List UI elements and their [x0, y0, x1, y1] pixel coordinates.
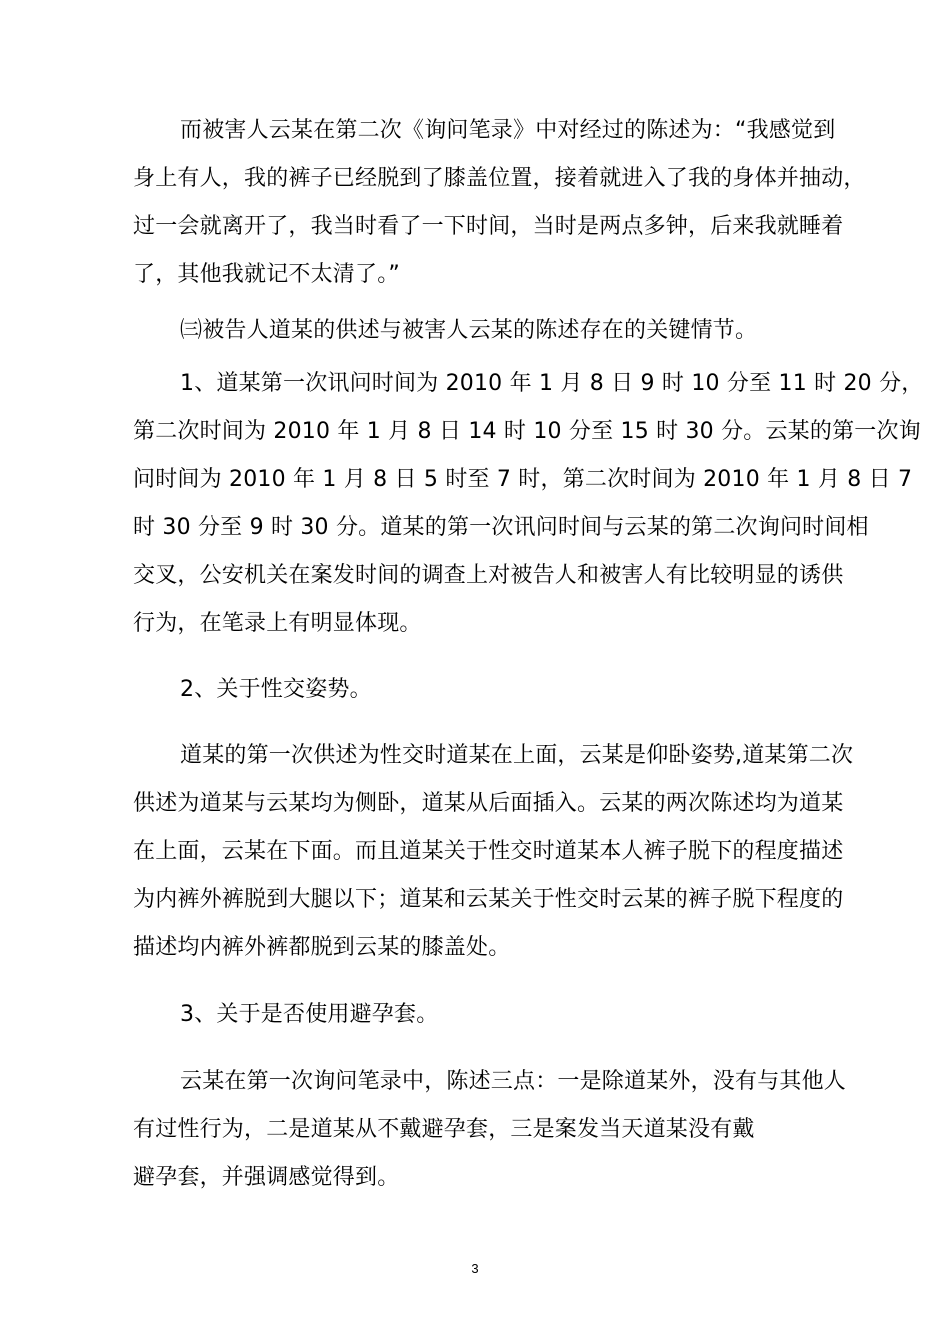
paragraph-line: 描述均内裤外裤都脱到云某的膝盖处。: [133, 935, 511, 960]
section-heading: 2、关于性交姿势。: [180, 677, 372, 702]
paragraph-line: 道某的第一次供述为性交时道某在上面，云某是仰卧姿势,道某第二次: [180, 743, 854, 768]
paragraph-line: 行为，在笔录上有明显体现。: [133, 611, 422, 636]
paragraph-line: 而被害人云某在第二次《询问笔录》中对经过的陈述为：“我感觉到: [180, 118, 836, 143]
paragraph-line: 避孕套，并强调感觉得到。: [133, 1165, 400, 1190]
paragraph-line: 身上有人，我的裤子已经脱到了膝盖位置，接着就进入了我的身体并抽动，: [133, 166, 866, 191]
paragraph-line: 为内裤外裤脱到大腿以下；道某和云某关于性交时云某的裤子脱下程度的: [133, 887, 844, 912]
page-number: 3: [471, 1261, 479, 1276]
paragraph-line: 了，其他我就记不太清了。”: [133, 262, 400, 287]
paragraph-line: 有过性行为，二是道某从不戴避孕套，三是案发当天道某没有戴: [133, 1117, 755, 1142]
paragraph-line: 问时间为 2010 年 1 月 8 日 5 时至 7 时，第二次时间为 2010 年 1 月 8 日 7: [133, 467, 913, 492]
paragraph-line: 云某在第一次询问笔录中，陈述三点：一是除道某外，没有与其他人: [180, 1069, 847, 1094]
paragraph-line: 供述为道某与云某均为侧卧，道某从后面插入。云某的两次陈述均为道某: [133, 791, 844, 816]
paragraph-line: 过一会就离开了，我当时看了一下时间，当时是两点多钟，后来我就睡着: [133, 214, 844, 239]
paragraph-line: 时 30 分至 9 时 30 分。道某的第一次讯问时间与云某的第二次询问时间相: [133, 515, 869, 540]
section-heading: 3、关于是否使用避孕套。: [180, 1002, 439, 1027]
paragraph-line: 交叉，公安机关在案发时间的调查上对被告人和被害人有比较明显的诱供: [133, 563, 844, 588]
paragraph-line: 第二次时间为 2010 年 1 月 8 日 14 时 10 分至 15 时 30 分。云某的第一次询: [133, 419, 921, 444]
paragraph-line: 在上面，云某在下面。而且道某关于性交时道某本人裤子脱下的程度描述: [133, 839, 844, 864]
paragraph-line: 1、道某第一次讯问时间为 2010 年 1 月 8 日 9 时 10 分至 11 时 20 分，: [180, 371, 924, 396]
section-heading: ㈢被告人道某的供述与被害人云某的陈述存在的关键情节。: [180, 318, 758, 343]
